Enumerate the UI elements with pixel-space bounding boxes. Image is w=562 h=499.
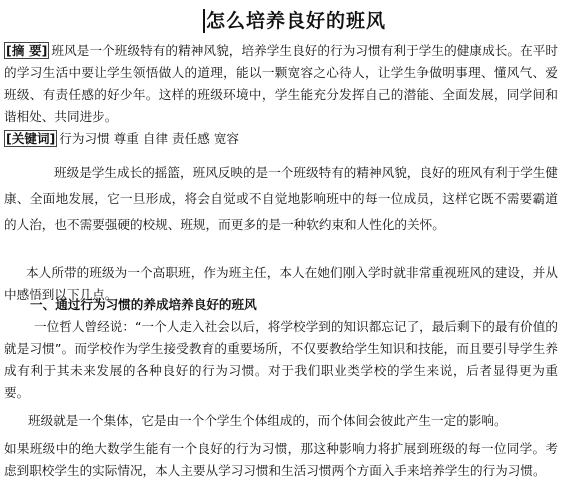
keywords-paragraph xyxy=(4,128,558,150)
body-paragraph-4: 班级就是一个集体，它是由一个个学生个体组成的，而个体间会彼此产生一定的影响。 xyxy=(28,413,507,428)
abstract-label: [摘 要] xyxy=(6,43,48,58)
keywords-label: [关键词] xyxy=(6,131,56,146)
body-paragraph-5: 如果班级中的绝大数学生能有一个良好的行为习惯，那这种影响力将扩展到班级的每一位同学。考虑到职校学生的实际情况，本人主要从学习习惯和生活习惯两个方面入手来培养学生的行为习惯。 xyxy=(4,441,558,478)
abstract-paragraph xyxy=(4,40,558,128)
text-cursor xyxy=(203,9,205,33)
document-title: 怎么培养良好的班风 xyxy=(206,10,387,32)
section-heading-1: 一、通过行为习惯的养成培养良好的班风 xyxy=(30,297,257,312)
keywords-text: 行为习惯 尊重 自律 责任感 宽容 xyxy=(59,131,240,146)
body-paragraph-1: 班级是学生成长的摇篮，班风反映的是一个班级特有的精神风貌，良好的班风有利于学生健康、全面地发展，它一旦形成，将会自觉或不自觉地影响班中的每一位成员，这样它既不需要霸道的人治，也不需要强硬的校规、班规，而更多的是一种软约束和人性化的关怀。 xyxy=(4,165,558,232)
body-paragraph-3: 一位哲人曾经说：“一个人走入社会以后，将学校学到的知识都忘记了，最后剩下的最有价值的就是习惯”。而学校作为学生接受教育的重要场所，不仅要教给学生知识和技能，而且要引导学生养成有利于其未来发展的各种良好的行为习惯。对于我们职业类学校的学生来说，后者显得更为重要。 xyxy=(4,319,558,400)
body-paragraph-2: 本人所带的班级为一个高职班，作为班主任，本人在她们刚入学时就非常重视班风的建设，并从中感悟到以下几点。 xyxy=(4,265,558,302)
abstract-text: 班风是一个班级特有的精神风貌，培养学生良好的行为习惯有利于学生的健康成长。在平时的学习生活中要让学生领悟做人的道理，能以一颗宽容之心待人，让学生争做明事理、懂风气、爱班级、有责任感的好少年。这样的班级环境中，学生能充分发挥自己的潜能、全面发展，同学间和谐相处、共同进步。 xyxy=(4,43,558,124)
